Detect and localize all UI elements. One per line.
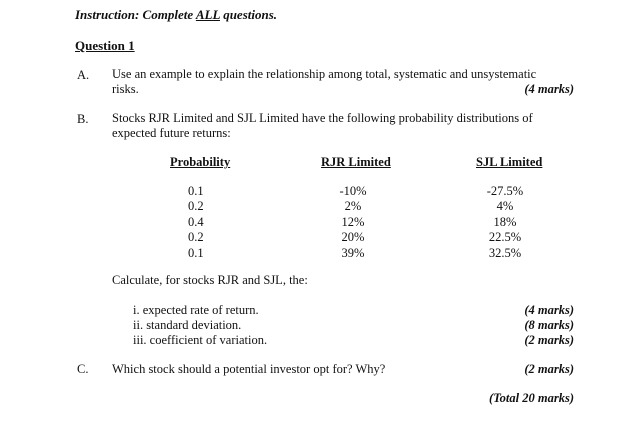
part-b-line1: Stocks RJR Limited and SJL Limited have the following probability distributions of bbox=[112, 111, 533, 125]
calc-intro: Calculate, for stocks RJR and SJL, the: bbox=[112, 273, 308, 287]
sjl-cell: 32.5% bbox=[488, 245, 522, 260]
part-a-marks: (4 marks) bbox=[524, 82, 574, 96]
header-sjl-limited: SJL Limited bbox=[476, 155, 543, 169]
part-c-text: Which stock should a potential investor opt for? Why? bbox=[112, 362, 386, 376]
probability-column bbox=[188, 184, 204, 261]
header-rjr-limited: RJR Limited bbox=[321, 155, 391, 169]
probability-cell: 0.2 bbox=[188, 199, 204, 214]
calc-item-iii: iii. coefficient of variation. bbox=[133, 333, 268, 347]
sjl-cell: 22.5% bbox=[488, 230, 522, 245]
probability-cell: 0.1 bbox=[188, 245, 204, 260]
part-b-line2: expected future returns: bbox=[112, 126, 231, 140]
calc-items bbox=[133, 303, 267, 348]
probability-cell: 0.2 bbox=[188, 230, 204, 245]
rjr-cell: 20% bbox=[341, 230, 365, 245]
probability-cell: 0.4 bbox=[188, 214, 204, 229]
sjl-column bbox=[474, 184, 536, 261]
sjl-cell: 18% bbox=[493, 214, 517, 229]
calc-item-iii-marks: (2 marks) bbox=[524, 333, 574, 347]
part-c-marks: (2 marks) bbox=[524, 362, 574, 376]
part-a-label: A. bbox=[77, 68, 90, 82]
calc-item-ii: ii. standard deviation. bbox=[133, 318, 242, 332]
calc-marks bbox=[524, 303, 574, 348]
part-b-label: B. bbox=[77, 112, 89, 126]
part-c-label: C. bbox=[77, 362, 89, 376]
rjr-cell: 39% bbox=[341, 245, 365, 260]
question-title: Question 1 bbox=[75, 38, 135, 53]
calc-item-i: i. expected rate of return. bbox=[133, 303, 259, 317]
sjl-cell: 4% bbox=[496, 199, 514, 214]
probability-cell: 0.1 bbox=[188, 184, 204, 198]
calc-item-ii-marks: (8 marks) bbox=[524, 318, 574, 332]
rjr-cell: 2% bbox=[344, 199, 362, 214]
calc-item-i-marks: (4 marks) bbox=[524, 303, 574, 317]
rjr-column bbox=[325, 184, 381, 261]
instruction-prefix: Instruction: Complete bbox=[75, 7, 196, 22]
rjr-cell: -10% bbox=[339, 184, 367, 198]
total-marks: (Total 20 marks) bbox=[489, 391, 574, 405]
header-probability: Probability bbox=[170, 155, 231, 169]
part-a-line1: Use an example to explain the relationship among total, systematic and unsystematic bbox=[112, 67, 537, 81]
instruction-emphasis: ALL bbox=[195, 7, 220, 22]
sjl-cell: -27.5% bbox=[486, 184, 524, 198]
rjr-cell: 12% bbox=[341, 214, 365, 229]
part-a-line2: risks. bbox=[112, 82, 139, 96]
instruction bbox=[75, 7, 277, 23]
instruction-suffix: questions. bbox=[219, 7, 278, 22]
